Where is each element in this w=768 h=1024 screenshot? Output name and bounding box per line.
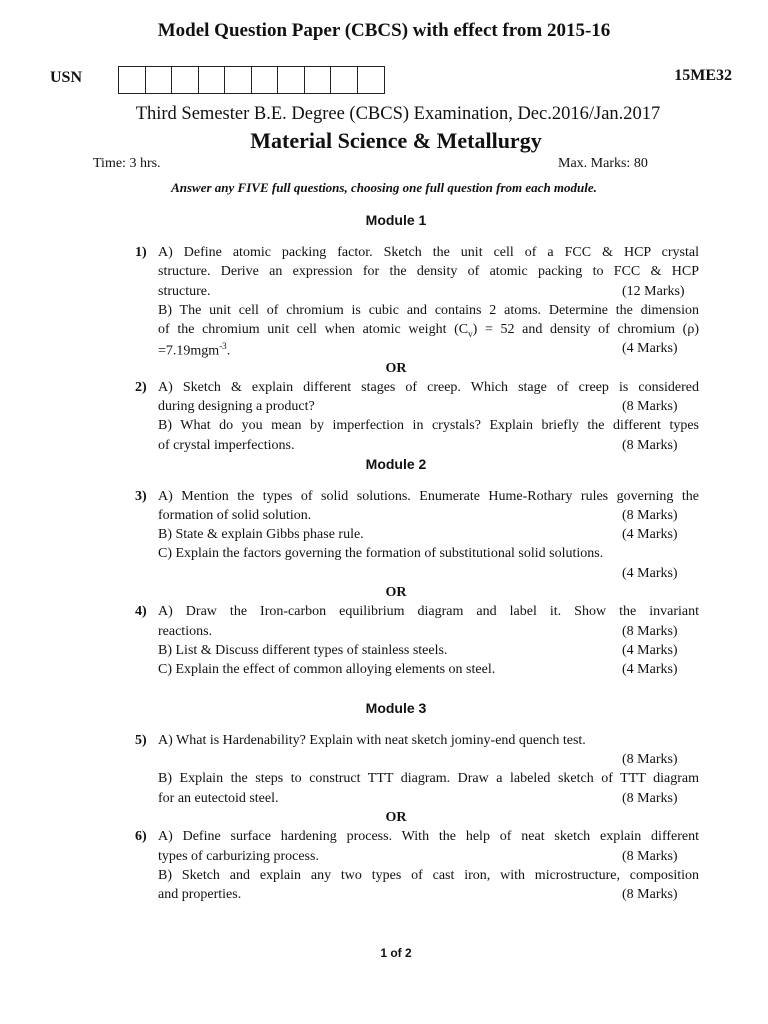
usn-digit-box[interactable] bbox=[358, 67, 385, 93]
usn-digit-box[interactable] bbox=[225, 67, 252, 93]
q6-b-marks: (8 Marks) bbox=[622, 887, 678, 902]
q1-b-subscript: v bbox=[468, 328, 473, 339]
q3-b-marks: (4 Marks) bbox=[622, 527, 678, 542]
q1-b-text: ) = 52 and density of chromium (ρ) bbox=[472, 322, 699, 337]
q5-b-line: for an eutectoid steel. bbox=[158, 791, 279, 806]
module-heading-3: Module 3 bbox=[365, 700, 427, 716]
q4-a-line: A) Draw the Iron-carbon equilibrium diagram and label it. Show the invariant bbox=[158, 604, 699, 619]
usn-entry-boxes[interactable] bbox=[118, 66, 385, 94]
q3-a-marks: (8 Marks) bbox=[622, 508, 678, 523]
exam-line: Third Semester B.E. Degree (CBCS) Examination, Dec.2016/Jan.2017 bbox=[135, 104, 661, 124]
time-allowed: Time: 3 hrs. bbox=[93, 156, 161, 171]
q1-a-line: structure. bbox=[158, 284, 211, 299]
max-marks: Max. Marks: 80 bbox=[558, 156, 648, 171]
question-number-1: 1) bbox=[135, 245, 147, 260]
q2-b-line: of crystal imperfections. bbox=[158, 438, 295, 453]
q2-a-marks: (8 Marks) bbox=[622, 399, 678, 414]
instructions: Answer any FIVE full questions, choosing one full question from each module. bbox=[171, 180, 597, 195]
usn-digit-box[interactable] bbox=[331, 67, 358, 93]
q5-b-marks: (8 Marks) bbox=[622, 791, 678, 806]
q4-a-marks: (8 Marks) bbox=[622, 624, 678, 639]
q1-b-line: B) The unit cell of chromium is cubic and contains 2 atoms. Determine the dimension bbox=[158, 303, 699, 318]
q5-a-marks: (8 Marks) bbox=[622, 752, 678, 767]
question-number-6: 6) bbox=[135, 829, 147, 844]
q2-b-marks: (8 Marks) bbox=[622, 438, 678, 453]
q6-a-line: types of carburizing process. bbox=[158, 849, 319, 864]
q4-b-line: B) List & Discuss different types of stainless steels. bbox=[158, 643, 448, 658]
usn-digit-box[interactable] bbox=[172, 67, 199, 93]
q2-a-line: A) Sketch & explain different stages of creep. Which stage of creep is considered bbox=[158, 380, 699, 395]
q4-a-line: reactions. bbox=[158, 624, 213, 639]
course-code: 15ME32 bbox=[674, 67, 732, 84]
module-heading-2: Module 2 bbox=[365, 456, 427, 472]
q4-c-line: C) Explain the effect of common alloying elements on steel. bbox=[158, 662, 496, 677]
or-separator: OR bbox=[385, 810, 407, 825]
q6-a-marks: (8 Marks) bbox=[622, 849, 678, 864]
q2-b-line: B) What do you mean by imperfection in crystals? Explain briefly the different types bbox=[158, 418, 699, 433]
question-number-5: 5) bbox=[135, 733, 147, 748]
q4-c-marks: (4 Marks) bbox=[622, 662, 678, 677]
q4-b-marks: (4 Marks) bbox=[622, 643, 678, 658]
usn-digit-box[interactable] bbox=[146, 67, 173, 93]
q5-b-line: B) Explain the steps to construct TTT diagram. Draw a labeled sketch of TTT diagram bbox=[158, 771, 699, 786]
usn-digit-box[interactable] bbox=[119, 67, 146, 93]
q1-b-text: . bbox=[226, 343, 231, 359]
q1-a-marks: (12 Marks) bbox=[622, 284, 685, 299]
question-number-3: 3) bbox=[135, 489, 147, 504]
q1-a-line: structure. Derive an expression for the density of atomic packing to FCC & HCP bbox=[158, 264, 699, 279]
q1-a-line: A) Define atomic packing factor. Sketch the unit cell of a FCC & HCP crystal bbox=[158, 245, 699, 260]
question-number-4: 4) bbox=[135, 604, 147, 619]
q3-a-line: formation of solid solution. bbox=[158, 508, 312, 523]
usn-digit-box[interactable] bbox=[252, 67, 279, 93]
q3-c-marks: (4 Marks) bbox=[622, 566, 678, 581]
q3-a-line: A) Mention the types of solid solutions. Enumerate Hume-Rothary rules governing the bbox=[158, 489, 699, 504]
paper-top-title: Model Question Paper (CBCS) with effect from 2015-16 bbox=[157, 20, 611, 41]
question-number-2: 2) bbox=[135, 380, 147, 395]
q3-c-line: C) Explain the factors governing the formation of substitutional solid solutions. bbox=[158, 546, 604, 561]
q1-b-text: =7.19mgm bbox=[158, 343, 220, 359]
module-heading-1: Module 1 bbox=[365, 212, 427, 228]
q3-b-line: B) State & explain Gibbs phase rule. bbox=[158, 527, 364, 542]
q1-b-text: of the chromium unit cell when atomic weight (C bbox=[158, 322, 469, 337]
page-number: 1 of 2 bbox=[380, 946, 412, 960]
q6-a-line: A) Define surface hardening process. With the help of neat sketch explain different bbox=[158, 829, 699, 844]
q6-b-line: and properties. bbox=[158, 887, 242, 902]
usn-digit-box[interactable] bbox=[305, 67, 332, 93]
subject-title: Material Science & Metallurgy bbox=[250, 128, 542, 153]
or-separator: OR bbox=[385, 361, 407, 376]
q1-b-line bbox=[158, 341, 699, 360]
or-separator: OR bbox=[385, 585, 407, 600]
usn-label: USN bbox=[50, 69, 83, 86]
q6-b-line: B) Sketch and explain any two types of cast iron, with microstructure, composition bbox=[158, 868, 699, 883]
usn-digit-box[interactable] bbox=[199, 67, 226, 93]
q1-b-marks: (4 Marks) bbox=[622, 341, 678, 356]
q1-b-superscript: -3 bbox=[219, 341, 227, 351]
q1-b-line bbox=[158, 322, 699, 339]
q5-a-line: A) What is Hardenability? Explain with neat sketch jominy-end quench test. bbox=[158, 733, 586, 748]
usn-digit-box[interactable] bbox=[278, 67, 305, 93]
q2-a-line: during designing a product? bbox=[158, 399, 315, 414]
